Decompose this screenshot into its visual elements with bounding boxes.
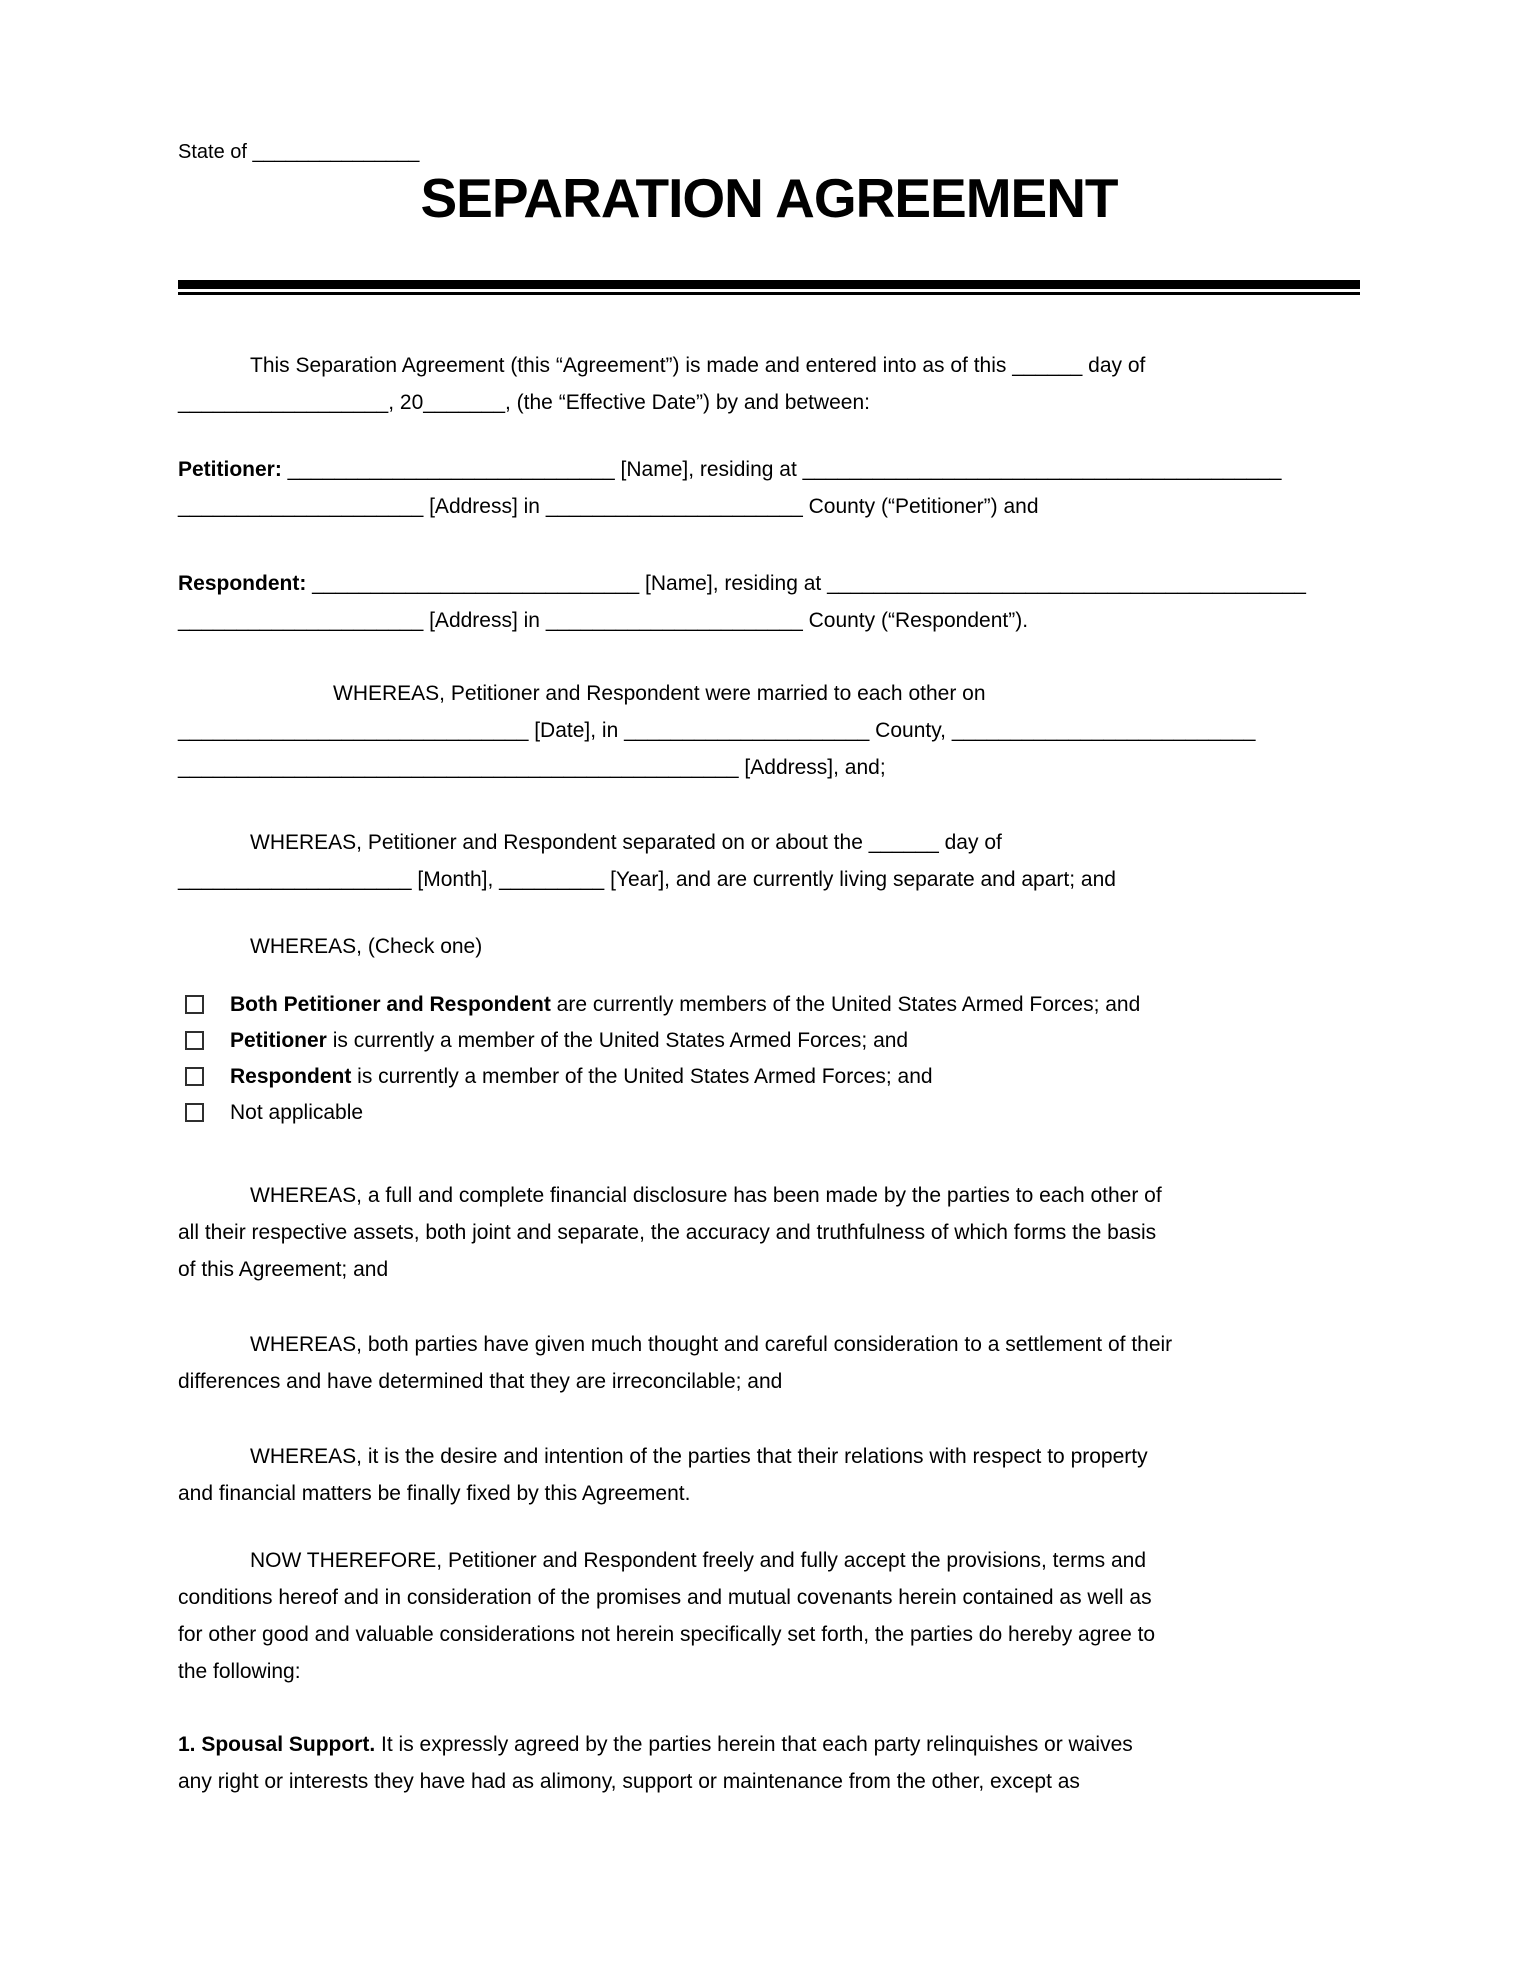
state-of-line <box>178 140 1360 164</box>
now-therefore-line-4: the following: <box>178 1660 301 1683</box>
petitioner-line-1 <box>178 451 1360 488</box>
whereas-check-one-line: WHEREAS, (Check one) <box>250 935 483 958</box>
checkbox-both-members-rest: are currently members of the United States Armed Forces; and <box>550 993 1141 1016</box>
checkbox-row-both-members <box>178 987 1360 1023</box>
checkbox-not-applicable-label <box>230 1095 363 1131</box>
state-of-blank: _______________ <box>252 141 420 163</box>
divider-thin-line <box>178 292 1360 295</box>
checkbox-respondent-member-rest: is currently a member of the United States Armed Forces; and <box>351 1065 933 1088</box>
checkbox-respondent-member-label <box>230 1059 933 1095</box>
checkbox-petitioner-member-bold: Petitioner <box>230 1029 327 1052</box>
respondent-block <box>178 565 1360 639</box>
title-divider <box>178 280 1360 295</box>
checkbox-respondent-member-bold: Respondent <box>230 1065 352 1088</box>
spousal-support-line-2: any right or interests they have had as alimony, support or maintenance from the other, except as <box>178 1770 1080 1793</box>
divider-thick-line <box>178 280 1360 289</box>
checkbox-petitioner-member[interactable] <box>185 1031 204 1050</box>
whereas-financial-line-3: of this Agreement; and <box>178 1258 389 1281</box>
checkbox-both-members[interactable] <box>185 995 204 1014</box>
intro-line-1: This Separation Agreement (this “Agreement”) is made and entered into as of this ______ day of <box>250 354 1146 377</box>
whereas-separated-line-1: WHEREAS, Petitioner and Respondent separated on or about the ______ day of <box>250 831 1002 854</box>
spousal-support-line-1-rest: It is expressly agreed by the parties herein that each party relinquishes or waives <box>375 1733 1133 1756</box>
document-title: SEPARATION AGREEMENT <box>420 167 1118 229</box>
checkbox-not-applicable-rest: Not applicable <box>230 1101 364 1124</box>
checkbox-not-applicable[interactable] <box>185 1103 204 1122</box>
respondent-label: Respondent: <box>178 572 307 595</box>
spousal-support-section <box>178 1726 1360 1800</box>
checkbox-row-not-applicable <box>178 1095 1360 1131</box>
whereas-separated-line-2: ____________________ [Month], _________ [Year], and are currently living separate and apart; and <box>178 868 1116 891</box>
checkbox-both-members-label <box>230 987 1140 1023</box>
checkbox-petitioner-member-rest: is currently a member of the United States Armed Forces; and <box>326 1029 909 1052</box>
petitioner-line-1-rest: ____________________________ [Name], residing at _________________________________________ <box>281 458 1282 481</box>
whereas-married-line-2: ______________________________ [Date], in _____________________ County, __________________________ <box>178 719 1256 742</box>
now-therefore-paragraph <box>178 1542 1360 1690</box>
armed-forces-checklist <box>178 987 1360 1131</box>
spousal-support-line-1 <box>178 1726 1360 1763</box>
checkbox-row-petitioner-member <box>178 1023 1360 1059</box>
whereas-desire-line-1: WHEREAS, it is the desire and intention of the parties that their relations with respect to property <box>250 1445 1148 1468</box>
whereas-financial-line-2: all their respective assets, both joint and separate, the accuracy and truthfulness of which forms the basis <box>178 1221 1157 1244</box>
now-therefore-line-3: for other good and valuable considerations not herein specifically set forth, the parties do hereby agree to <box>178 1623 1156 1646</box>
intro-paragraph <box>178 347 1360 421</box>
respondent-line-1-rest: ____________________________ [Name], residing at _________________________________________ <box>306 572 1306 595</box>
petitioner-label: Petitioner: <box>178 458 282 481</box>
checkbox-respondent-member[interactable] <box>185 1067 204 1086</box>
whereas-financial-line-1: WHEREAS, a full and complete financial disclosure has been made by the parties to each other of <box>250 1184 1162 1207</box>
whereas-consideration-line-2: differences and have determined that they are irreconcilable; and <box>178 1370 783 1393</box>
intro-line-2: __________________, 20_______, (the “Effective Date”) by and between: <box>178 391 870 414</box>
whereas-married-line-3: ________________________________________________ [Address], and; <box>178 756 886 779</box>
whereas-check-one-paragraph <box>178 928 1360 965</box>
state-of-label: State of <box>178 141 253 163</box>
whereas-consideration-paragraph <box>178 1326 1360 1400</box>
whereas-desire-paragraph <box>178 1438 1360 1512</box>
petitioner-line-2: _____________________ [Address] in ______________________ County (“Petitioner”) and <box>178 495 1039 518</box>
whereas-desire-line-2: and financial matters be finally fixed by this Agreement. <box>178 1482 691 1505</box>
checkbox-both-members-bold: Both Petitioner and Respondent <box>230 993 551 1016</box>
whereas-separated-paragraph <box>178 824 1360 898</box>
checkbox-row-respondent-member <box>178 1059 1360 1095</box>
now-therefore-line-2: conditions hereof and in consideration of the promises and mutual covenants herein contained as well as <box>178 1586 1152 1609</box>
petitioner-block <box>178 451 1360 525</box>
whereas-financial-paragraph <box>178 1177 1360 1288</box>
whereas-married-line-1: WHEREAS, Petitioner and Respondent were married to each other on <box>333 682 986 705</box>
whereas-consideration-line-1: WHEREAS, both parties have given much thought and careful consideration to a settlement of their <box>250 1333 1173 1356</box>
now-therefore-line-1: NOW THEREFORE, Petitioner and Respondent freely and fully accept the provisions, terms and <box>250 1549 1147 1572</box>
respondent-line-2: _____________________ [Address] in ______________________ County (“Respondent”). <box>178 609 1029 632</box>
whereas-married-paragraph <box>178 675 1360 786</box>
spousal-support-heading: 1. Spousal Support. <box>178 1733 376 1756</box>
respondent-line-1 <box>178 565 1360 602</box>
checkbox-petitioner-member-label <box>230 1023 908 1059</box>
